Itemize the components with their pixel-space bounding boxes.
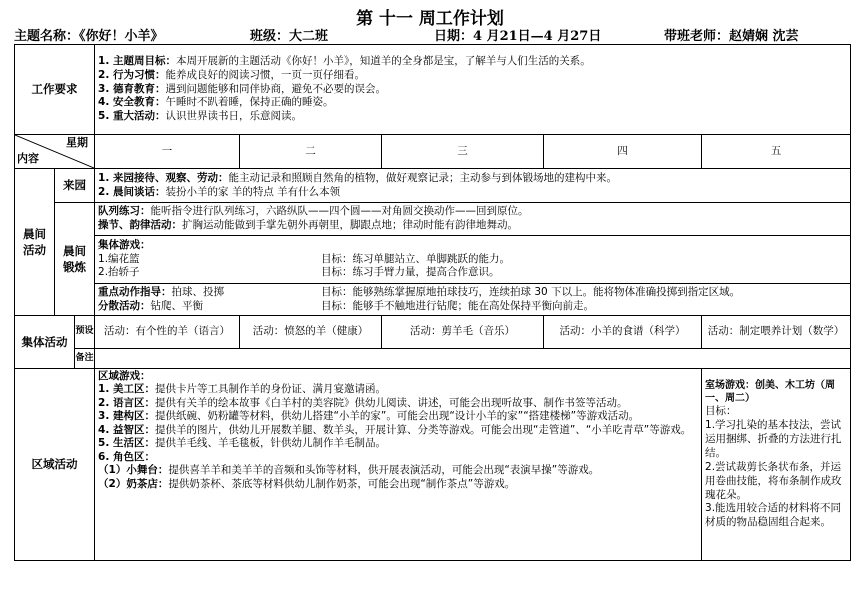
room-goal: 1.学习扎染的基本技法，尝试运用捆绑、折叠的方法进行扎结。 (705, 419, 842, 459)
note-label: 备注 (75, 349, 95, 369)
area-item: （2）奶茶店：提供奶茶杯、茶底等材料供幼儿制作奶茶，可能会出现“制作茶点”等游戏。 (98, 477, 516, 490)
area-label: 区域活动 (15, 369, 95, 561)
group-note-content (95, 349, 851, 369)
requirement-item: 5. 重大活动：认识世界读书日，乐意阅读。 (98, 110, 302, 123)
weekday-thu: 四 (544, 135, 702, 169)
group-activity-mon: 活动：有个性的羊（语言） (95, 316, 240, 349)
requirements-row (15, 45, 851, 135)
requirement-item: 3. 德育教育：遇到问题能够和同伴协商，避免不必要的误会。 (98, 82, 386, 95)
morning-label: 晨间活动 (15, 169, 55, 316)
teacher-field (664, 25, 799, 44)
group-activity-wed: 活动：剪羊毛（音乐） (382, 316, 544, 349)
room-goal: 3.能选用较合适的材料将不同材质的物品稳固组合起来。 (705, 502, 842, 529)
requirement-item: 1. 主题周目标：本周开展新的主题活动《你好！小羊》，知道羊的全身都是宝，了解羊与人们生活的关系。 (98, 54, 591, 67)
area-item: 2. 语言区：提供有关羊的绘本故事《白羊村的美容院》供幼儿阅读、讲述，可能会出现听故事、制作书签等活动。 (98, 396, 628, 409)
room-goal: 2.尝试裁剪长条状布条，并运用卷曲技能，将布条制作成玫瑰花朵。 (705, 460, 842, 501)
arrival-row (15, 169, 851, 203)
arrival-content: 1. 来园接待、观察、劳动：能主动记录和照顾自然角的植物，做好观察记录；主动参与到体锻场地的建构中来。 2. 晨间谈话：装扮小羊的家 羊的特点 羊有什么本领 (95, 169, 851, 203)
teacher-value: 赵婧娴 沈芸 (729, 29, 799, 44)
weekday-tue: 二 (240, 135, 382, 169)
teacher-label: 带班老师： (664, 29, 730, 44)
page-title: 第 十一 周工作计划 (356, 9, 504, 29)
room-games-content: 室场游戏：创美、木工坊（周一、周二） 目标： 1.学习扎染的基本技法，尝试运用捆绑、折叠的方法进行扎结。 2.尝试裁剪长条状布条，并运用卷曲技能，将布条制作成玫瑰花朵。 3.能选用较合适的材料将不同材质的物品稳固组合起来。 (702, 369, 851, 561)
group-note-row (15, 349, 851, 369)
arrival-label: 来园 (55, 169, 95, 203)
theme-value: 《你好！小羊》 (79, 29, 164, 44)
date-label: 日期： (434, 29, 474, 44)
requirement-item: 2. 行为习惯：能养成良好的阅读习惯，一页一页仔细看。 (98, 68, 365, 81)
group-activity-thu: 活动：小羊的食谱（科学） (544, 316, 702, 349)
area-item: 5. 生活区：提供羊毛线、羊毛毯板，针供幼儿制作羊毛制品。 (98, 437, 386, 450)
weekday-mon: 一 (95, 135, 240, 169)
corner-content-label: 内容 (17, 152, 39, 166)
plan-meta (14, 22, 854, 42)
class-field (250, 25, 328, 44)
drill-row (15, 203, 851, 236)
area-row (15, 369, 851, 561)
class-label: 班级： (250, 29, 290, 44)
area-item: 6. 角色区： (98, 450, 155, 463)
games-content: 集体游戏： 1.编花篮 目标：练习单腿站立、单脚跳跃的能力。 2.抬轿子 目标：练习手臂力量，提高合作意识。 (95, 236, 851, 284)
requirements-content (95, 45, 851, 135)
plan-table (14, 44, 851, 561)
area-content: 区域游戏： 1. 美工区：提供卡片等工具制作羊的身份证、满月宴邀请函。 2. 语言区：提供有关羊的绘本故事《白羊村的美容院》供幼儿阅读、讲述，可能会出现听故事、制作书签等活动。 3. 建构区：提供纸碗、奶粉罐等材料，供幼儿搭建“小羊的家”。可能会出现“设计小羊的家”“搭建楼梯”等游戏活动。 4. 益智区：提供羊的图片，供幼儿开展数羊腿、数羊头，开展计算、分类等游戏。可能会出现“走管道”、“小羊吃青草”等游戏。 5. 生活区：提供羊毛线、羊毛毯板，针供幼儿制作羊毛制品。 6. 角色区： （1）小舞台：提供喜羊羊和美羊羊的音频和头饰等材料，供开展表演活动，可能会出现“表演早操”等游戏。 （2）奶茶店：提供奶茶杯、茶底等材料供幼儿制作奶茶，可能会出现“制作茶点”等游戏。 (95, 369, 702, 561)
weekday-corner-cell (15, 135, 95, 169)
weekday-header-row (15, 135, 851, 169)
preset-label: 预设 (75, 316, 95, 349)
date-value: 4 月21日—4 月27日 (473, 29, 602, 44)
corner-weekday-label: 星期 (66, 136, 89, 149)
group-activity-fri: 活动：制定喂养计划（数学） (702, 316, 851, 349)
group-label: 集体活动 (15, 316, 75, 369)
group-activity-tue: 活动：愤怒的羊（健康） (240, 316, 382, 349)
weekday-fri: 五 (702, 135, 851, 169)
key-movement-row (15, 284, 851, 316)
date-field (434, 25, 601, 44)
drill-content: 队列练习：能听指令进行队列练习，六路纵队——四个圆——对角圆交换动作——回到原位。 操节、韵律活动：扩胸运动能做到手掌先朝外再朝里，脚跟点地；律动时能有韵律地舞动。 (95, 203, 851, 236)
requirement-item: 4. 安全教育：午睡时不趴着睡，保持正确的睡姿。 (98, 96, 334, 109)
area-item: 3. 建构区：提供纸碗、奶粉罐等材料，供幼儿搭建“小羊的家”。可能会出现“设计小羊的家”“搭建楼梯”等游戏活动。 (98, 410, 640, 423)
class-value: 大二班 (289, 29, 329, 44)
room-games-title: 室场游戏：创美、木工坊（周一、周二） (705, 380, 836, 405)
area-item: 4. 益智区：提供羊的图片，供幼儿开展数羊腿、数羊头，开展计算、分类等游戏。可能会出现“走管道”、“小羊吃青草”等游戏。 (98, 423, 692, 436)
key-movement-content: 重点动作指导：拍球、投掷 目标：能够熟练掌握原地拍球技巧，连续拍球 30 下以上。能将物体准确投掷到指定区域。 分散活动：钻爬、平衡 目标：能够手不触地进行钻爬；能在高处保持平衡向前走。 (95, 284, 851, 316)
group-preset-row (15, 316, 851, 349)
area-item: 1. 美工区：提供卡片等工具制作羊的身份证、满月宴邀请函。 (98, 383, 386, 396)
exercise-label: 晨间锻炼 (55, 203, 95, 316)
theme-label: 主题名称： (14, 29, 80, 44)
requirements-label: 工作要求 (15, 45, 95, 135)
area-item: （1）小舞台：提供喜羊羊和美羊羊的音频和头饰等材料，供开展表演活动，可能会出现“表演早操”等游戏。 (98, 464, 600, 477)
games-row (15, 236, 851, 284)
weekday-wed: 三 (382, 135, 544, 169)
theme-field (14, 25, 164, 44)
